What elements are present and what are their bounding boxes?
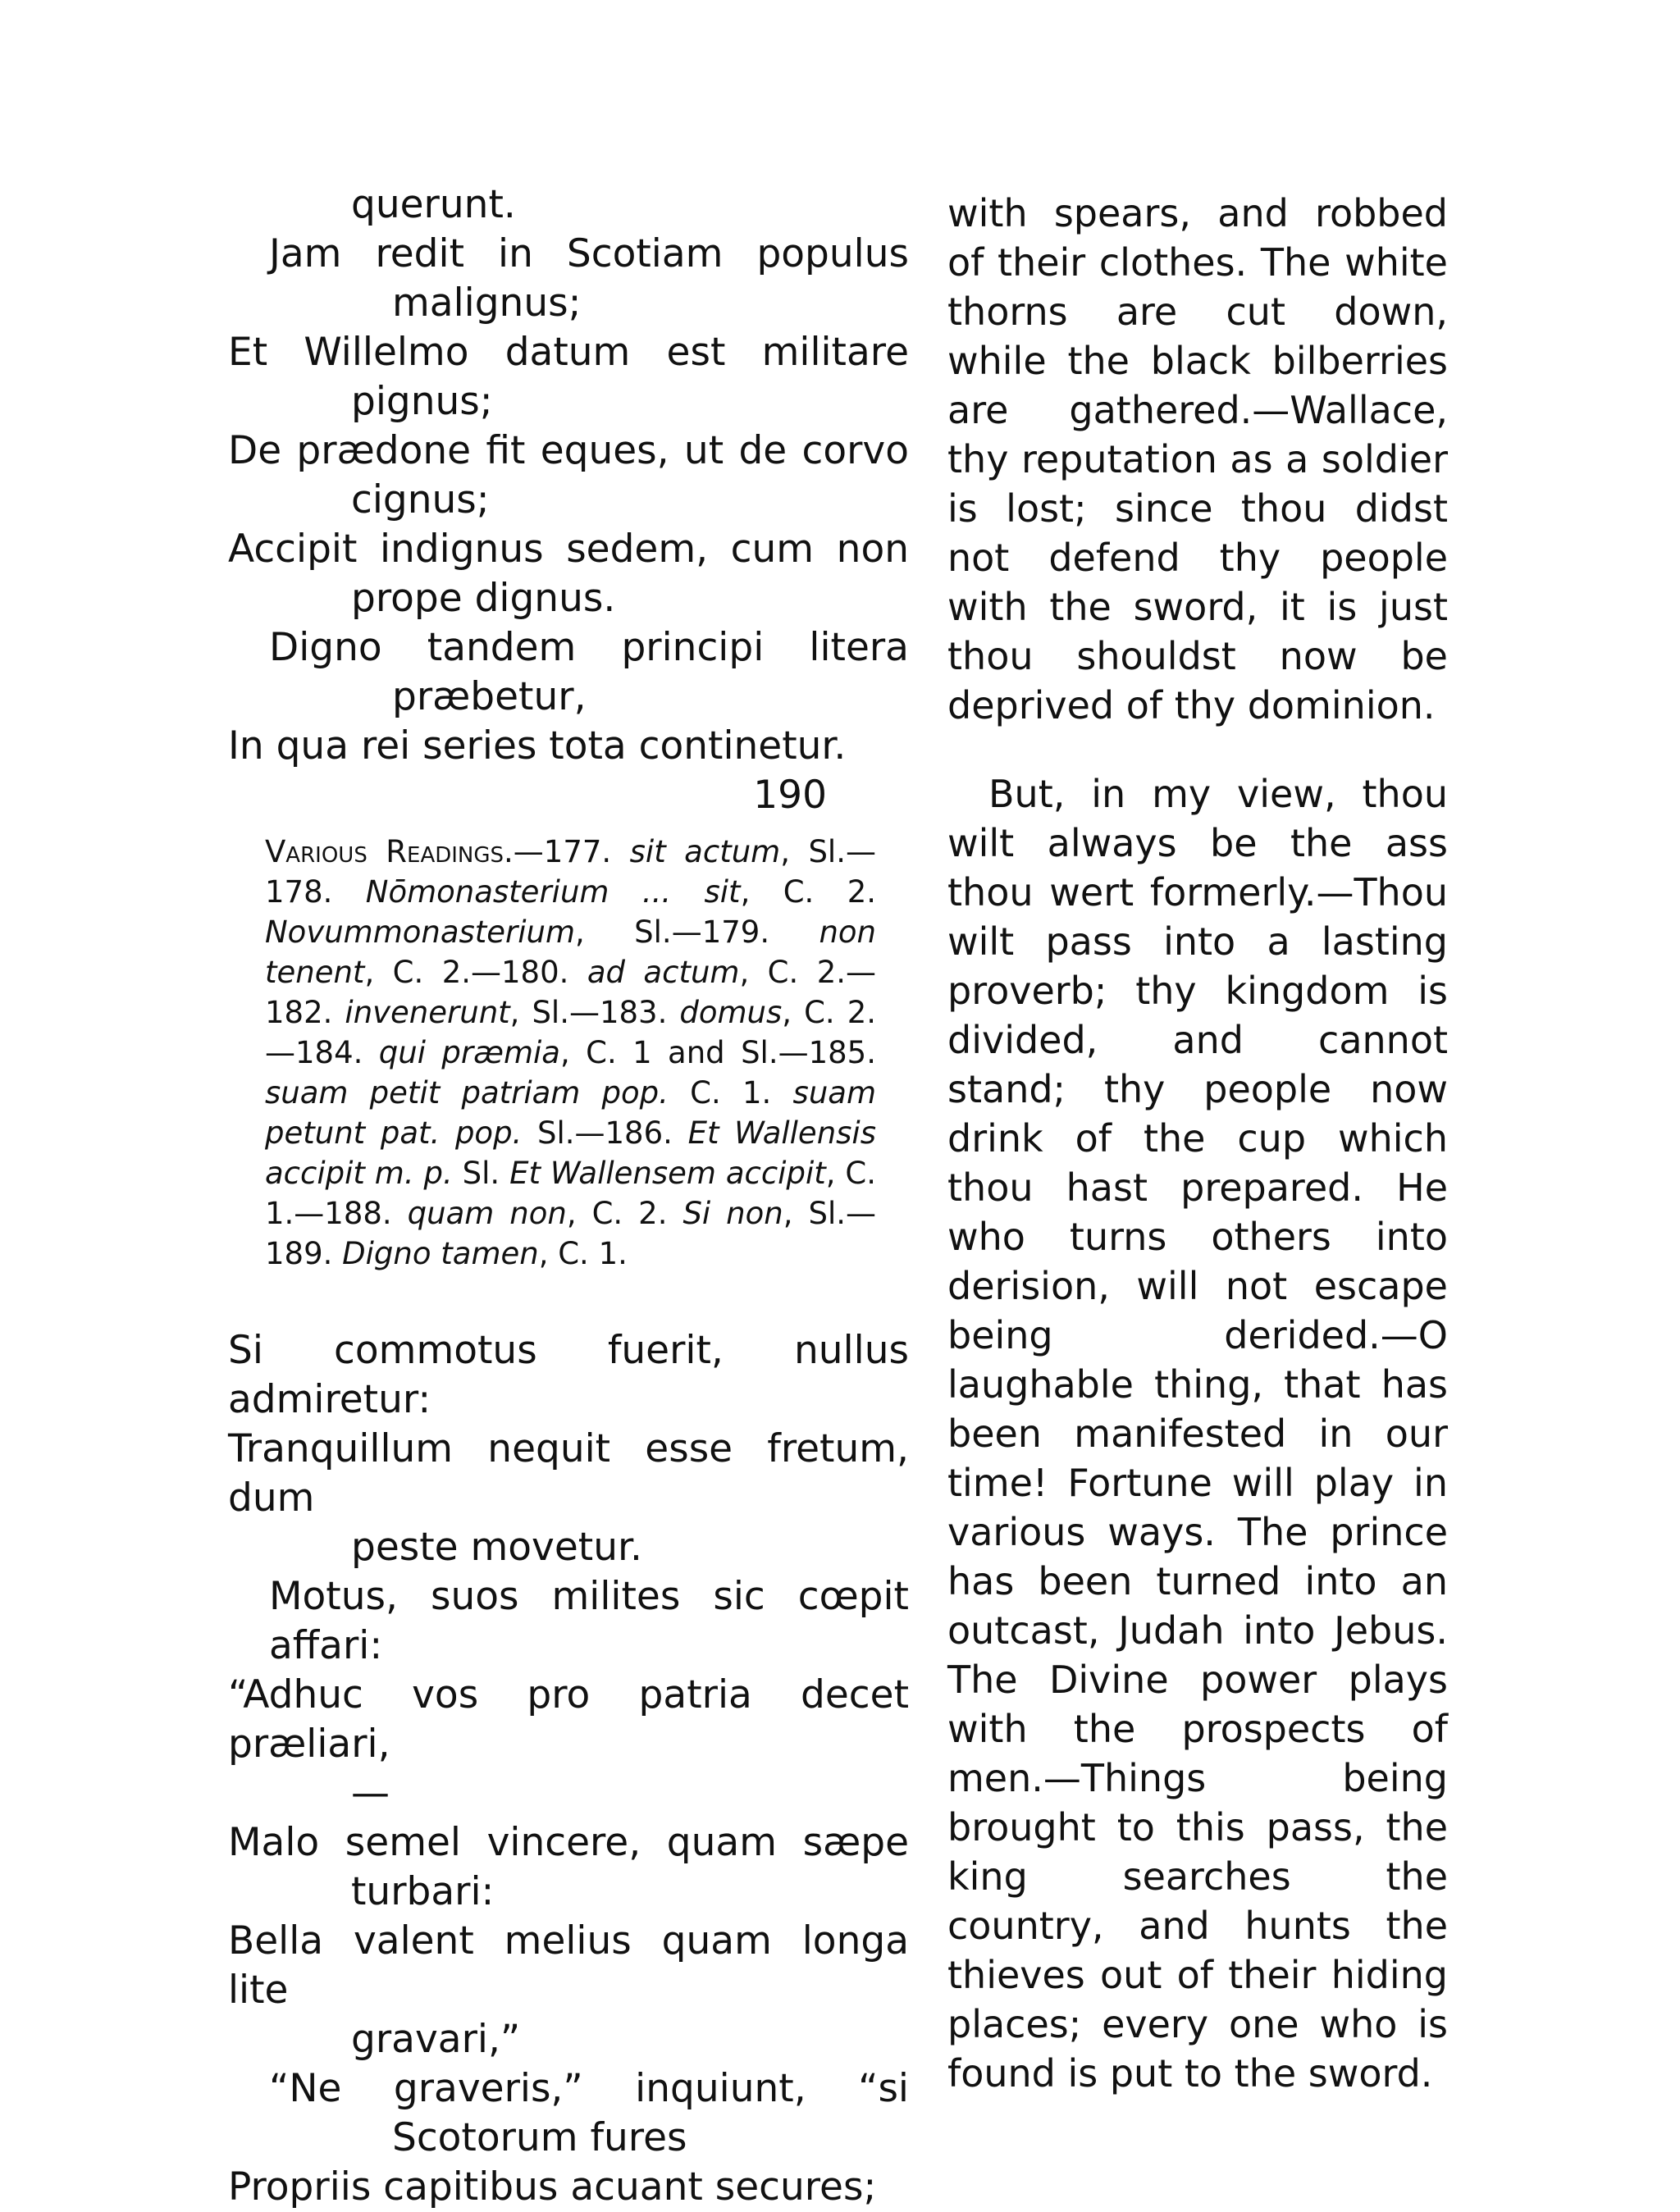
note-reference: , C. 2. <box>740 874 876 910</box>
verse-line: querunt. <box>351 182 516 227</box>
note-reference: , C. 2.—184. <box>265 995 877 1070</box>
note-reference: , C. 2.—182. <box>265 955 876 1030</box>
verse-line: Jam redit in Scotiam populus <box>269 231 909 276</box>
note-reference: , C. 1.—188. <box>265 1156 876 1231</box>
translation-paragraph-2: But, in my view, thou wilt always be the ass thou wert formerly.—Thou wilt pass into a lasting proverb; thy kingdom is divided, and cannot stand; thy people now drink of the cup which thou hast prepared. He who turns others into derision, will not escape being derided.—O laughable thing, that has been manifested in our time! Fortune will play in various ways. The prince has been turned into an outcast, Judah into Jebus. The Divine power plays with the prospects of men.—Things being brought to this pass, the king searches the country, and hunts the thieves out of their hiding places; every one who is found is put to the sword. <box>947 772 1448 2096</box>
note-reference: , C. 2.—180. <box>364 955 587 990</box>
note-variant-reading: Et Wallensem accipit <box>509 1156 826 1191</box>
note-reference: , Sl.—189. <box>265 1196 876 1271</box>
note-variant-reading: quam non <box>407 1196 567 1231</box>
verse-line: “Adhuc vos pro patria decet præliari, <box>228 1672 909 1767</box>
note-variant-reading: suam petunt pat. pop. <box>265 1075 876 1151</box>
verse-line: gravari,” <box>351 2017 521 2062</box>
verse-line: Et Willelmo datum est militare <box>228 330 909 375</box>
latin-verse-top <box>228 180 909 771</box>
verse-line: Scotorum fures <box>392 2115 687 2160</box>
note-variant-reading: Nōmonasterium ... sit <box>365 874 741 910</box>
note-variant-reading: non tenent <box>265 914 876 990</box>
note-variant-reading: sit actum <box>629 834 781 869</box>
verse-line: prope dignus. <box>351 576 616 621</box>
verse-line-number-row <box>228 771 909 820</box>
note-reference: , Sl.—178. <box>265 834 876 910</box>
verse-line: In qua rei series tota continetur. <box>228 723 847 768</box>
note-variant-reading: suam petit patriam pop. <box>265 1075 669 1111</box>
verse-line: Digno tandem principi litera <box>269 625 909 670</box>
verse-line: Accipit indignus sedem, cum non <box>228 527 909 572</box>
note-reference: C. 1. <box>668 1075 793 1111</box>
verse-line: Propriis capitibus acuant secures; <box>228 2164 877 2210</box>
various-readings-text <box>265 834 876 1271</box>
various-readings-label: Various Readings. <box>265 834 514 869</box>
verse-line: turbari: <box>351 1869 495 1914</box>
verse-line: præbetur, <box>392 674 587 719</box>
verse-line: Bella valent melius quam longa lite <box>228 1918 909 2013</box>
verse-line: De prædone fit eques, ut de corvo <box>228 428 909 473</box>
verse-line: Si commotus fuerit, nullus admiretur: <box>228 1328 909 1422</box>
note-variant-reading: Et Wallensis accipit m. p. <box>265 1115 876 1191</box>
note-variant-reading: Digno tamen <box>342 1236 539 1271</box>
note-reference: , C. 1 and Sl.—185. <box>559 1035 876 1070</box>
verse-line: “Ne graveris,” inquiunt, “si <box>269 2066 909 2111</box>
various-readings-note <box>228 832 909 1274</box>
verse-line: cignus; <box>351 477 490 522</box>
note-reference: , Sl.—183. <box>509 995 680 1030</box>
note-reference: , C. 2. <box>566 1196 683 1231</box>
note-reference: Sl.—186. <box>522 1115 688 1151</box>
left-column <box>228 180 909 2210</box>
note-variant-reading: ad actum <box>587 955 740 990</box>
translation-paragraph-1: with spears, and robbed of their clothes. The white thorns are cut down, while the black bilberries are gathered.—Wallace, thy reputation as a soldier is lost; since thou didst not defend thy people with the sword, it is just thou shouldst now be deprived of thy dominion. <box>947 191 1448 727</box>
right-column <box>947 189 1448 2096</box>
verse-line: Tranquillum nequit esse fretum, dum <box>228 1426 909 1521</box>
note-reference: —177. <box>513 834 630 869</box>
note-variant-reading: Novummonasterium <box>265 914 576 950</box>
note-reference: , C. 1. <box>538 1236 628 1271</box>
section-gap <box>228 1274 909 1326</box>
verse-line: pignus; <box>351 379 493 424</box>
verse-line: — <box>351 1771 390 1816</box>
note-reference: Sl. <box>452 1156 510 1191</box>
note-variant-reading: invenerunt <box>345 995 510 1030</box>
verse-line: peste movetur. <box>351 1525 642 1570</box>
note-variant-reading: Si non <box>682 1196 783 1231</box>
verse-line: Malo semel vincere, quam sæpe <box>228 1820 909 1865</box>
verse-line: Motus, suos milites sic cœpit affari: <box>269 1574 909 1668</box>
verse-line: malignus; <box>392 280 582 326</box>
latin-verse-bottom <box>228 1326 909 2212</box>
note-variant-reading: qui præmia <box>378 1035 560 1070</box>
note-variant-reading: domus <box>679 995 783 1030</box>
note-reference: , Sl.—179. <box>575 914 819 950</box>
line-number: 190 <box>753 773 827 818</box>
